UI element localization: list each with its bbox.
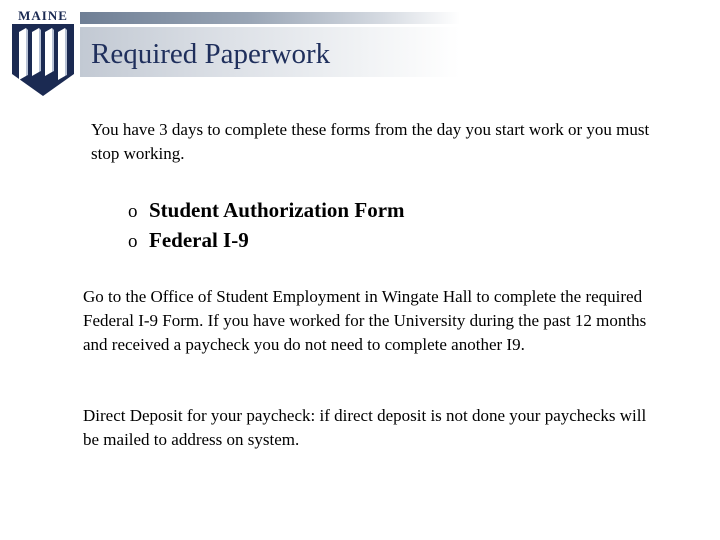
form-label: Federal I-9 (149, 228, 249, 252)
header-band (0, 0, 720, 95)
intro-text: You have 3 days to complete these forms from the day you start work or you must stop working. (91, 120, 650, 163)
required-forms-list (128, 196, 405, 256)
university-shield-icon (10, 24, 76, 96)
header-top-rule (80, 12, 460, 24)
form-label: Student Authorization Form (149, 198, 405, 222)
maine-logo (10, 8, 76, 96)
list-item (128, 226, 405, 256)
office-paragraph: Go to the Office of Student Employment in Wingate Hall to complete the required Federal I-9 Form. If you have worked for the University during the past 12 months and received a paycheck you do not need to complete another I9. (83, 287, 647, 354)
direct-deposit-paragraph: Direct Deposit for your paycheck: if direct deposit is not done your paychecks will be mailed to address on system. (83, 406, 647, 449)
logo-wordmark: MAINE (18, 8, 68, 23)
page-title: Required Paperwork (91, 38, 331, 70)
bullet-marker: o (128, 231, 138, 252)
bullet-marker: o (128, 201, 138, 222)
list-item (128, 196, 405, 226)
